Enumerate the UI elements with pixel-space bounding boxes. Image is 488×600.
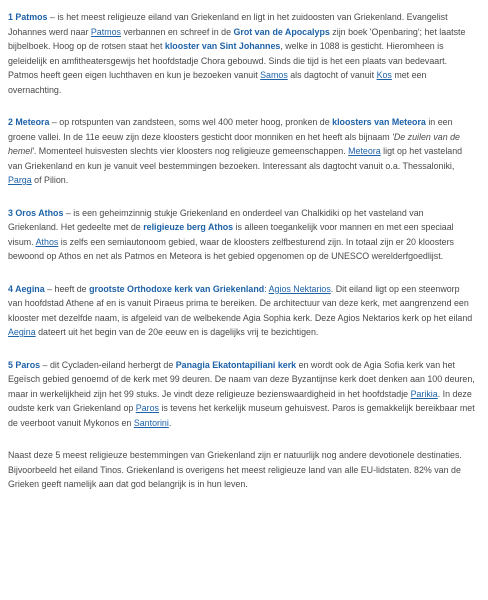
text-span: Naast deze 5 meest religieuze bestemmingen van Griekenland zijn er natuurlijk nog andere devotionele destinaties. Bijvoorbeeld het eiland Tinos. Griekenland is overigens het meest religieuze land van alle EU-lidstaten. 82% van de Grieken geeft namelijk aan dat god belangrijk is in hun leven.	[8, 450, 462, 489]
paragraph-heading: 5 Paros	[8, 359, 41, 370]
bold-berg-athos: religieuze berg Athos	[143, 222, 234, 232]
bold-klooster-sint-johannes: klooster van Sint Johannes	[164, 41, 281, 51]
text-span: , welke in 1088 is gesticht. Hieromheen is geleidelijk en amfitheatersgewijs het hoofdstadje Chora gebouwd. Sinds die tijd is het een plaats van bedevaart. Patmos heeft geen eigen luchthaven en kun je bezoeken vanuit	[8, 41, 448, 80]
link-paros[interactable]: Paros	[135, 403, 159, 413]
link-santorini[interactable]: Santorini	[133, 417, 169, 428]
text-span: is tevens het kerkelijk museum gehuisvest. Paros is gemakkelijk bereikbaar met de veerboot vanuit Mykonos en	[8, 403, 475, 428]
paragraph-patmos	[8, 10, 476, 97]
link-athos[interactable]: Athos	[35, 236, 59, 247]
text-span: zijn boek 'Openbaring'; het laatste bijbelboek. Hoog op de rotsen staat het	[8, 26, 466, 51]
text-span: is zelfs een semiautonoom gebied, waar de kloosters zelfbesturend zijn. In totaal zijn er 20 kloosters bewoond op Athos en net als Patmos en Meteora is het gebied opgenomen op de UNESCO werelderfgoedlijst.	[8, 236, 454, 261]
bold-kloosters-meteora: kloosters van Meteora	[332, 117, 426, 127]
text-span: verbannen en schreef in de	[120, 26, 234, 37]
bold-grootste-kerk: grootste Orthodoxe kerk van Griekenland	[89, 283, 265, 294]
paragraph-meteora	[8, 115, 476, 188]
link-parga[interactable]: Parga	[8, 175, 32, 185]
text-span: .	[168, 417, 172, 428]
text-span: – op rotspunten van zandsteen, soms wel 400 meter hoog, pronken de	[49, 117, 333, 127]
link-aegina[interactable]: Aegina	[8, 327, 36, 337]
link-meteora[interactable]: Meteora	[348, 146, 381, 156]
paragraph-aegina	[8, 282, 476, 340]
link-samos[interactable]: Samos	[260, 70, 288, 80]
paragraph-heading: 4 Aegina	[8, 283, 45, 294]
text-span: – is een geheimzinnig stukje Griekenland en onderdeel van Chalkidiki op het vasteland van Griekenland. Het gedeelte met de	[8, 207, 424, 232]
paragraph-conclusion	[8, 448, 476, 492]
text-span: – dit Cycladen-eiland herbergt de	[40, 359, 176, 370]
bold-panagia-kerk: Panagia Ekatontapiliani kerk	[175, 359, 297, 370]
italic-zuilen-hemel: 'De zuilen van de hemel'	[8, 131, 460, 156]
link-patmos[interactable]: Patmos	[90, 26, 121, 37]
text-span: als dagtocht of vanuit	[287, 70, 377, 80]
paragraph-heading: 3 Oros Athos	[8, 207, 64, 218]
text-span: of Pilion.	[31, 175, 69, 185]
text-span: met een overnachting.	[8, 70, 427, 95]
link-agios-nektarios[interactable]: Agios Nektarios	[268, 283, 331, 294]
text-span: ligt op het vasteland van Griekenland en kun je vanuit veel bestemmingen bezoeken. Interessant als dagtocht vanuit o.a. Thessaloniki,	[8, 146, 463, 171]
text-span: – heeft de	[44, 283, 90, 294]
text-span: en wordt ook de Agia Sofia kerk van het Egeïsch gebied genoemd of de kerk met 99 deuren. De naam van deze Byzantijnse kerk doet denken aan 100 deuren, maar in werkelijkheid zijn het 99 stuks. Je vindt deze religieuze bezienswaardigheid in het hoofdstadje	[8, 359, 475, 399]
text-span: . Momenteel huisvesten slechts vier kloosters nog religieuze gemeenschappen.	[33, 146, 349, 156]
bold-grot-apocalyps: Grot van de Apocalyps	[233, 26, 330, 37]
paragraph-paros	[8, 358, 476, 431]
text-span: – is het meest religieuze eiland van Griekenland en ligt in het zuidoosten van Griekenland. Evangelist Johannes werd naar	[8, 12, 448, 37]
link-parikia[interactable]: Parikia	[410, 388, 438, 399]
paragraph-heading: 2 Meteora	[8, 117, 50, 127]
text-span: . In deze oudste kerk van Griekenland op	[8, 388, 472, 413]
link-kos[interactable]: Kos	[376, 70, 392, 80]
text-span: in een groene vallei. In de 11e eeuw zijn deze kloosters gesticht door monniken en het heeft als bijnaam	[8, 117, 453, 142]
paragraph-heading: 1 Patmos	[8, 12, 48, 22]
text-span: . Dit eiland ligt op een steenworp van hoofdstad Athene af en is vanuit Piraeus prima te bereiken. De architectuur van deze kerk, met aangrenzend een klooster met dezelfde naam, is afgeleid van de welbekende Agia Sophia kerk. Deze Agios Nektarios kerk op het eiland	[8, 283, 473, 323]
text-span: is alleen toegankelijk voor mannen en met een speciaal visum.	[8, 222, 454, 247]
text-span: :	[264, 283, 269, 294]
paragraph-oros-athos	[8, 206, 476, 264]
text-span: dateert uit het begin van de 20e eeuw en is dagelijks vrij te bezichtigen.	[35, 327, 319, 337]
